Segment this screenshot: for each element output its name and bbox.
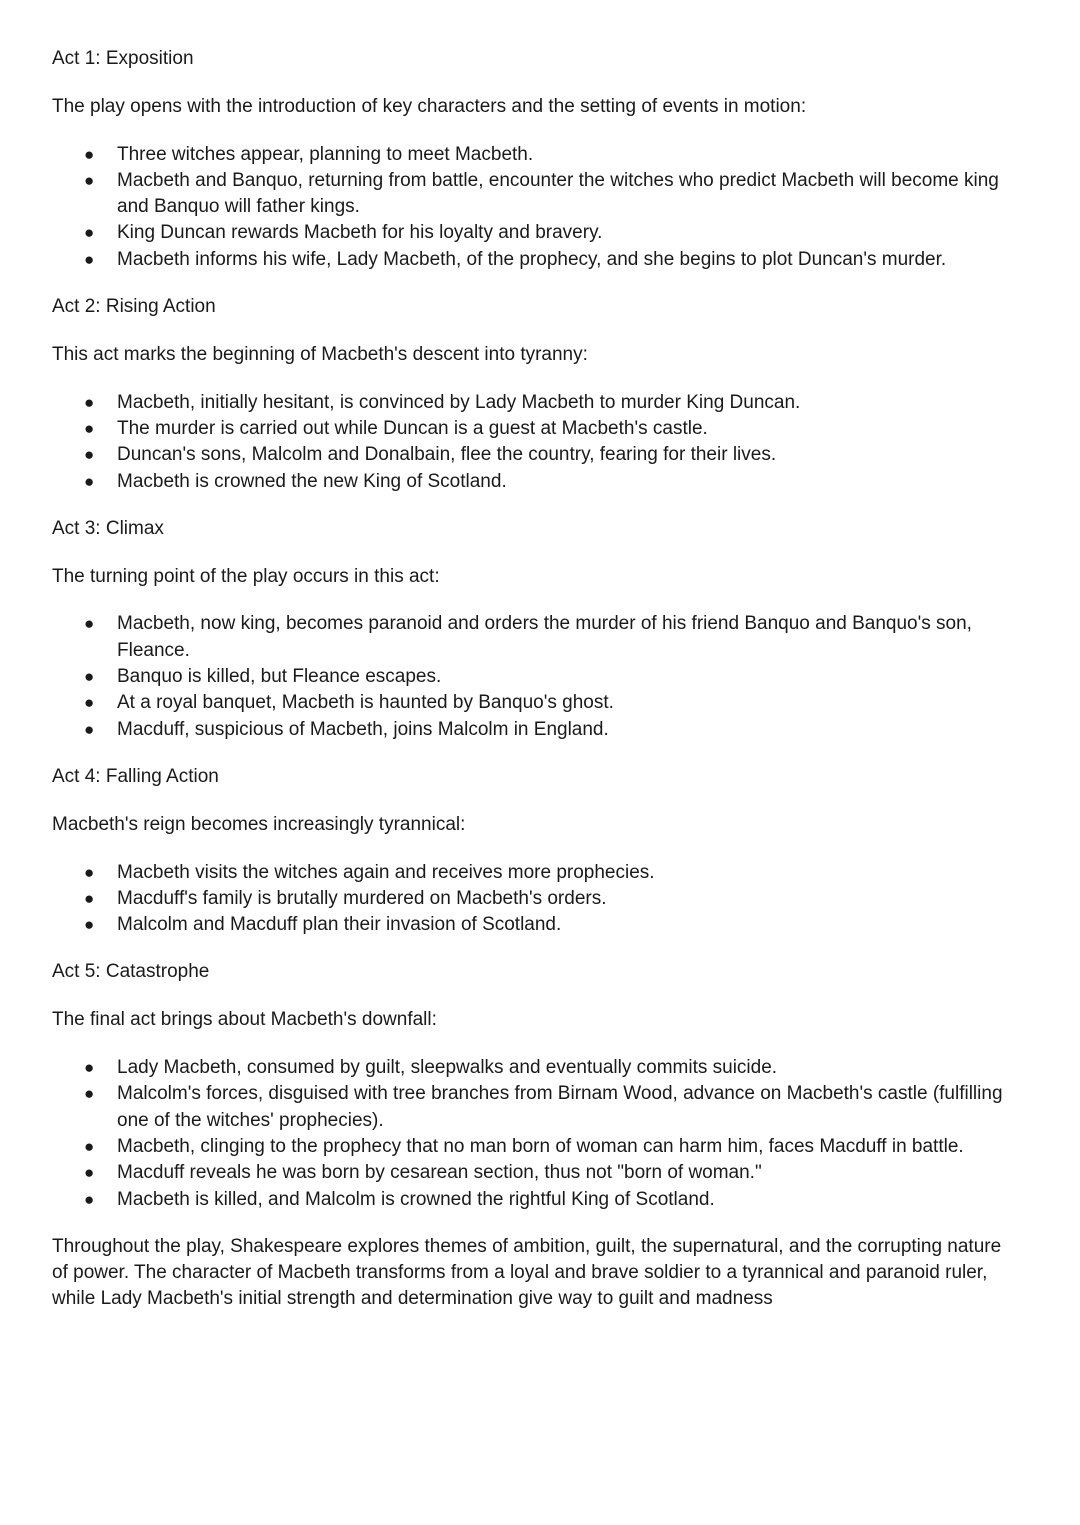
bullet-icon: ● (84, 693, 95, 713)
list-item-text: Three witches appear, planning to meet Macbeth. (117, 143, 534, 165)
bullet-list (52, 1055, 1017, 1213)
list-item (52, 1160, 1017, 1186)
bullet-list (52, 142, 1017, 273)
bullet-list (52, 860, 1017, 939)
list-item (52, 690, 1017, 716)
list-item (52, 1055, 1017, 1081)
list-item-text: Malcolm's forces, disguised with tree branches from Birnam Wood, advance on Macbeth's castle (fulfilling one of the witches' prophecies). (117, 1083, 1003, 1131)
list-item (52, 860, 1017, 886)
list-item-text: Banquo is killed, but Fleance escapes. (117, 666, 442, 688)
section-heading: Act 3: Climax (52, 517, 164, 539)
section-heading: Act 4: Falling Action (52, 765, 219, 787)
list-item (52, 142, 1017, 168)
section-heading: Act 5: Catastrophe (52, 961, 210, 983)
list-item (52, 168, 1017, 221)
list-item (52, 886, 1017, 912)
list-item-text: Macbeth informs his wife, Lady Macbeth, of the prophecy, and she begins to plot Duncan's murder. (117, 248, 947, 270)
bullet-icon: ● (84, 223, 95, 243)
list-item-text: Lady Macbeth, consumed by guilt, sleepwalks and eventually commits suicide. (117, 1057, 778, 1079)
section-intro: The play opens with the introduction of key characters and the setting of events in motion: (52, 95, 807, 117)
list-item (52, 247, 1017, 273)
bullet-icon: ● (84, 1189, 95, 1209)
list-item (52, 416, 1017, 442)
bullet-icon: ● (84, 471, 95, 491)
list-item (52, 664, 1017, 690)
bullet-icon: ● (84, 1084, 95, 1104)
bullet-icon: ● (84, 445, 95, 465)
list-item-text: Macbeth visits the witches again and receives more prophecies. (117, 861, 655, 883)
list-item (52, 717, 1017, 743)
bullet-icon: ● (84, 667, 95, 687)
bullet-icon: ● (84, 392, 95, 412)
section-intro: Macbeth's reign becomes increasingly tyrannical: (52, 813, 466, 835)
list-item (52, 220, 1017, 246)
section-intro: The turning point of the play occurs in this act: (52, 565, 440, 587)
list-item (52, 1187, 1017, 1213)
bullet-icon: ● (84, 614, 95, 634)
list-item (52, 912, 1017, 938)
bullet-icon: ● (84, 1163, 95, 1183)
conclusion-paragraph: Throughout the play, Shakespeare explores themes of ambition, guilt, the supernatural, and the corrupting nature of power. The character of Macbeth transforms from a loyal and brave soldier to a tyrannical and paranoid ruler, while Lady Macbeth's initial strength and determination give way to guilt and madness (52, 1235, 1002, 1310)
list-item-text: King Duncan rewards Macbeth for his loyalty and bravery. (117, 222, 603, 244)
list-item (52, 1081, 1017, 1134)
list-item-text: Macbeth is crowned the new King of Scotland. (117, 470, 507, 492)
bullet-icon: ● (84, 418, 95, 438)
list-item (52, 442, 1017, 468)
bullet-icon: ● (84, 1058, 95, 1078)
list-item-text: Duncan's sons, Malcolm and Donalbain, flee the country, fearing for their lives. (117, 444, 777, 466)
list-item-text: At a royal banquet, Macbeth is haunted by Banquo's ghost. (117, 692, 614, 714)
list-item-text: Macbeth, clinging to the prophecy that no man born of woman can harm him, faces Macduff in battle. (117, 1135, 964, 1157)
list-item-text: Macbeth, now king, becomes paranoid and orders the murder of his friend Banquo and Banquo's son, Fleance. (117, 613, 972, 661)
list-item-text: Malcolm and Macduff plan their invasion of Scotland. (117, 914, 562, 936)
list-item-text: Macduff's family is brutally murdered on Macbeth's orders. (117, 887, 607, 909)
list-item (52, 611, 1017, 664)
bullet-icon: ● (84, 249, 95, 269)
list-item-text: Macbeth is killed, and Malcolm is crowned the rightful King of Scotland. (117, 1188, 715, 1210)
bullet-list (52, 390, 1017, 495)
bullet-icon: ● (84, 170, 95, 190)
bullet-icon: ● (84, 144, 95, 164)
list-item-text: Macbeth, initially hesitant, is convinced by Lady Macbeth to murder King Duncan. (117, 391, 801, 413)
document-body (52, 46, 1017, 1334)
section-intro: The final act brings about Macbeth's downfall: (52, 1009, 437, 1031)
bullet-icon: ● (84, 719, 95, 739)
section-heading: Act 1: Exposition (52, 48, 194, 69)
list-item (52, 469, 1017, 495)
list-item-text: The murder is carried out while Duncan is a guest at Macbeth's castle. (117, 417, 708, 439)
list-item-text: Macduff reveals he was born by cesarean section, thus not "born of woman." (117, 1162, 762, 1184)
bullet-icon: ● (84, 1136, 95, 1156)
bullet-icon: ● (84, 915, 95, 935)
bullet-icon: ● (84, 888, 95, 908)
section-intro: This act marks the beginning of Macbeth's descent into tyranny: (52, 343, 588, 365)
list-item (52, 390, 1017, 416)
section-heading: Act 2: Rising Action (52, 296, 216, 318)
bullet-list (52, 611, 1017, 742)
list-item (52, 1134, 1017, 1160)
list-item-text: Macduff, suspicious of Macbeth, joins Malcolm in England. (117, 718, 609, 740)
bullet-icon: ● (84, 862, 95, 882)
list-item-text: Macbeth and Banquo, returning from battle, encounter the witches who predict Macbeth will become king and Banquo will father kings. (117, 169, 999, 218)
